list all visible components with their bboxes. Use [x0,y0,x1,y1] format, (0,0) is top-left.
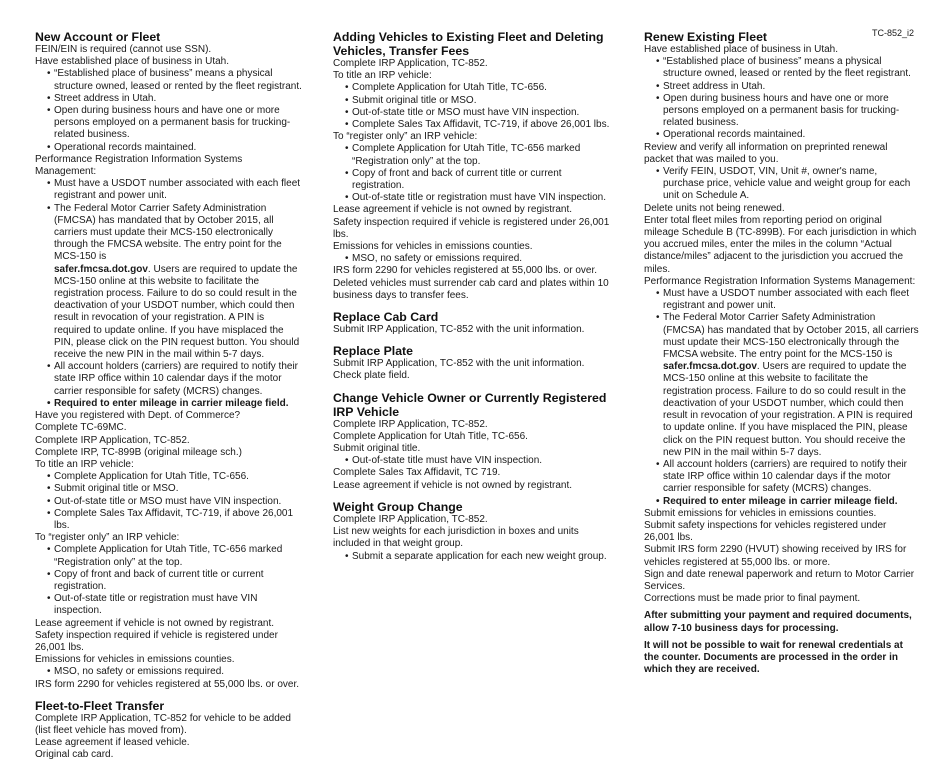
list-item: • Out-of-state title or registration must have VIN inspection. [47,593,303,617]
list-item: • Complete Sales Tax Affidavit, TC-719, if above 26,001 lbs. [345,119,615,131]
weight-change-list [333,551,615,563]
list-item: • Street address in Utah. [656,81,919,93]
emissions-list [35,666,303,678]
irs-text: IRS form 2290 for vehicles registered at 55,000 lbs. or over. [333,265,598,277]
fleet-miles-text: Enter total fleet miles from reporting period on original mileage Schedule B (TC-899B). For each jurisdiction in which you accrued miles, enter the miles in the column “Actual distance/miles” adjacent to the jurisdiction you accrued the miles. [644,214,917,275]
list-item: • Copy of front and back of current title or current registration. [47,569,303,593]
fmcsa-text-cont: . Users are required to update the MCS-150 online at this website to facilitate the registration process. Failure to do so could result in the deactivation of your USDOT number, which could then result in revocation of your registration. A PIN is required to update online. If you have misplaced the PIN, please click on the PIN request button. You should receive the new PIN in the mail within 5-7 days. [663,361,913,458]
fmcsa-item [47,203,303,362]
list-item: • MSO, no safety or emissions required. [47,666,303,678]
list-item: • Open during business hours and have one or more persons employed on a permanent basis for trucking-related business. [656,93,919,130]
safety-text: Safety inspection required if vehicle is registered under 26,001 lbs. [35,629,278,653]
list-item: • MSO, no safety or emissions required. [345,253,615,265]
section-title-fleet-transfer: Fleet-to-Fleet Transfer [35,698,165,713]
established-text: Have established place of business in Utah. [35,56,230,68]
register-intro: To “register only” an IRP vehicle: [333,131,478,143]
list-item: • Operational records maintained. [47,142,303,154]
weight-change-line: List new weights for each jurisdiction in boxes and units included in that weight group. [333,526,579,550]
change-owner-line: Lease agreement if vehicle is not owned by registrant. [333,479,573,491]
section-title-renew: Renew Existing Fleet [644,30,767,44]
emissions-text: Submit emissions for vehicles in emissions counties. [644,507,877,519]
emissions-list [333,253,615,265]
irs-text: IRS form 2290 for vehicles registered at 55,000 lbs. or over. [35,678,300,690]
prism-list [35,178,303,410]
established-list [35,68,303,153]
established-list [644,56,919,141]
title-intro: To title an IRP vehicle: [333,70,432,82]
change-owner-line: Submit original title. [333,443,421,455]
section-title-weight-change: Weight Group Change [333,499,463,514]
fmcsa-link[interactable]: safer.fmcsa.dot.gov [54,263,148,275]
list-item: • Street address in Utah. [47,93,303,105]
list-item: • Operational records maintained. [656,129,919,141]
fmcsa-text: The Federal Motor Carrier Safety Administration (FMCSA) has mandated that by October 2015, all carriers must update their MCS-150 electronically through the FMCSA website. The entry point for the MCS-150 is [54,202,282,263]
sign-text: Sign and date renewal paperwork and return to Motor Carrier Services. [644,568,915,592]
emissions-text: Emissions for vehicles in emissions counties. [35,654,235,666]
lease-text: Lease agreement if vehicle is not owned by registrant. [35,617,275,629]
list-item: • Out-of-state title or MSO must have VIN inspection. [47,496,303,508]
section-title-change-owner: Change Vehicle Owner or Currently Registered IRP Vehicle [333,390,607,419]
title-list [333,82,615,131]
emissions-text: Emissions for vehicles in emissions counties. [333,241,533,253]
change-owner-line: Complete Application for Utah Title, TC-656. [333,430,528,442]
list-item: • “Established place of business” means a physical structure owned, leased or rented by the fleet registrant. [656,56,919,80]
change-owner-line: Complete Sales Tax Affidavit, TC 719. [333,467,501,479]
prism-intro: Performance Registration Information Systems Management: [644,275,916,287]
irp852-text: Complete IRP Application, TC-852. [35,434,190,446]
corrections-text: Corrections must be made prior to final payment. [644,593,861,605]
fleet-transfer-line: Lease agreement if leased vehicle. [35,737,190,749]
section-title-replace-plate: Replace Plate [333,344,413,359]
established-text: Have established place of business in Utah. [644,44,839,55]
irp852-text: Complete IRP Application, TC-852. [333,58,488,69]
section-title-adding: Adding Vehicles to Existing Fleet and Deleting Vehicles, Transfer Fees [333,30,604,58]
list-item: • Must have a USDOT number associated with each fleet registrant and power unit. [656,288,919,312]
register-intro: To “register only” an IRP vehicle: [35,532,180,544]
fmcsa-text: The Federal Motor Carrier Safety Administration (FMCSA) has mandated that by October 2015, all carriers must update their MCS-150 electronically through the FMCSA website. The entry point for the MCS-150 is [663,312,919,361]
irp899-text: Complete IRP, TC-899B (original mileage sch.) [35,446,242,458]
replace-plate-line: Check plate field. [333,370,410,382]
form-number: TC-852_i2 [872,28,915,38]
list-item: • Complete Application for Utah Title, TC-656. [345,82,615,94]
list-item: • Open during business hours and have one or more persons employed on a permanent basis for trucking-related business. [47,105,303,142]
fleet-transfer-line: Original cab card. [35,749,114,761]
tc69-text: Complete TC-69MC. [35,422,127,434]
list-item: • Required to enter mileage in carrier mileage field. [47,398,303,410]
section-title-replace-cab: Replace Cab Card [333,310,439,325]
review-text: Review and verify all information on preprinted renewal packet that was mailed to you. [644,141,888,165]
safety-text: Safety inspection required if vehicle is registered under 26,001 lbs. [333,216,610,240]
list-item: • Verify FEIN, USDOT, VIN, Unit #, owner's name, purchase price, vehicle value and weight group for each unit on Schedule A. [656,166,919,203]
column-middle [333,30,615,563]
list-item: • Required to enter mileage in carrier mileage field. [656,496,919,508]
title-intro: To title an IRP vehicle: [35,458,134,470]
list-item: • Submit a separate application for each new weight group. [345,551,615,563]
list-item: • Out-of-state title must have VIN inspection. [345,455,615,467]
irs-text: Submit IRS form 2290 (HVUT) showing received by IRS for vehicles registered at 55,000 lbs. or more. [644,544,907,568]
fmcsa-link[interactable]: safer.fmcsa.dot.gov [663,361,757,373]
list-item: • Complete Application for Utah Title, TC-656 marked “Registration only” at the top. [345,143,615,167]
after-payment-note: After submitting your payment and required documents, allow 7-10 business days for processing. [644,610,912,634]
prism-intro: Performance Registration Information Systems Management: [35,153,243,178]
fmcsa-text-cont: . Users are required to update the MCS-150 online at this website to facilitate the registration process. Failure to do so could result in the deactivation of your USDOT number, which could then result in revocation of your registration. A PIN is required to update online. If you have misplaced the PIN, please click on the PIN request button. You should receive the new PIN in the mail within 5-7 days. [54,263,300,361]
replace-cab-line: Submit IRP Application, TC-852 with the unit information. [333,324,585,336]
list-item: • Out-of-state title or MSO must have VIN inspection. [345,107,615,119]
column-right [644,30,919,676]
review-list [644,166,919,203]
title-list [35,471,303,532]
weight-change-line: Complete IRP Application, TC-852. [333,513,488,525]
delete-text: Delete units not being renewed. [644,202,785,214]
list-item: • Submit original title or MSO. [345,95,615,107]
register-list [35,544,303,617]
commerce-text: Have you registered with Dept. of Commerce? [35,410,241,422]
list-item: • All account holders (carriers) are required to notify their state IRP office within 10 calendar days if the motor carrier responsible for safety (MCRS) changes. [656,459,919,496]
change-owner-list [333,455,615,467]
list-item: • Complete Application for Utah Title, TC-656. [47,471,303,483]
fein-text: FEIN/EIN is required (cannot use SSN). [35,44,212,55]
list-item: • Submit original title or MSO. [47,483,303,495]
prism-list [644,288,919,508]
lease-text: Lease agreement if vehicle is not owned by registrant. [333,204,573,216]
register-list [333,143,615,204]
list-item: • All account holders (carriers) are required to notify their state IRP office within 10 calendar days if the motor carrier responsible for safety (MCRS) changes. [47,361,303,398]
column-left [35,30,303,762]
fleet-transfer-line: Complete IRP Application, TC-852 for vehicle to be added (list fleet vehicle has moved from). [35,712,291,736]
replace-plate-line: Submit IRP Application, TC-852 with the unit information. [333,358,585,370]
list-item: • Complete Sales Tax Affidavit, TC-719, if above 26,001 lbs. [47,508,303,532]
deleted-text: Deleted vehicles must surrender cab card and plates within 10 business days to transfer fees. [333,277,609,301]
counter-note: It will not be possible to wait for renewal credentials at the counter. Documents are processed in the order in which they are received. [644,639,903,676]
list-item: • Copy of front and back of current title or current registration. [345,168,615,192]
fmcsa-item [656,312,919,458]
list-item: • Out-of-state title or registration must have VIN inspection. [345,192,615,204]
section-title-new-account: New Account or Fleet [35,30,161,44]
change-owner-line: Complete IRP Application, TC-852. [333,418,488,430]
list-item: • “Established place of business” means a physical structure owned, leased or rented by the fleet registrant. [47,68,303,92]
list-item: • Complete Application for Utah Title, TC-656 marked “Registration only” at the top. [47,544,303,568]
list-item: • Must have a USDOT number associated with each fleet registrant and power unit. [47,178,303,202]
safety-text: Submit safety inspections for vehicles registered under 26,001 lbs. [644,519,887,544]
